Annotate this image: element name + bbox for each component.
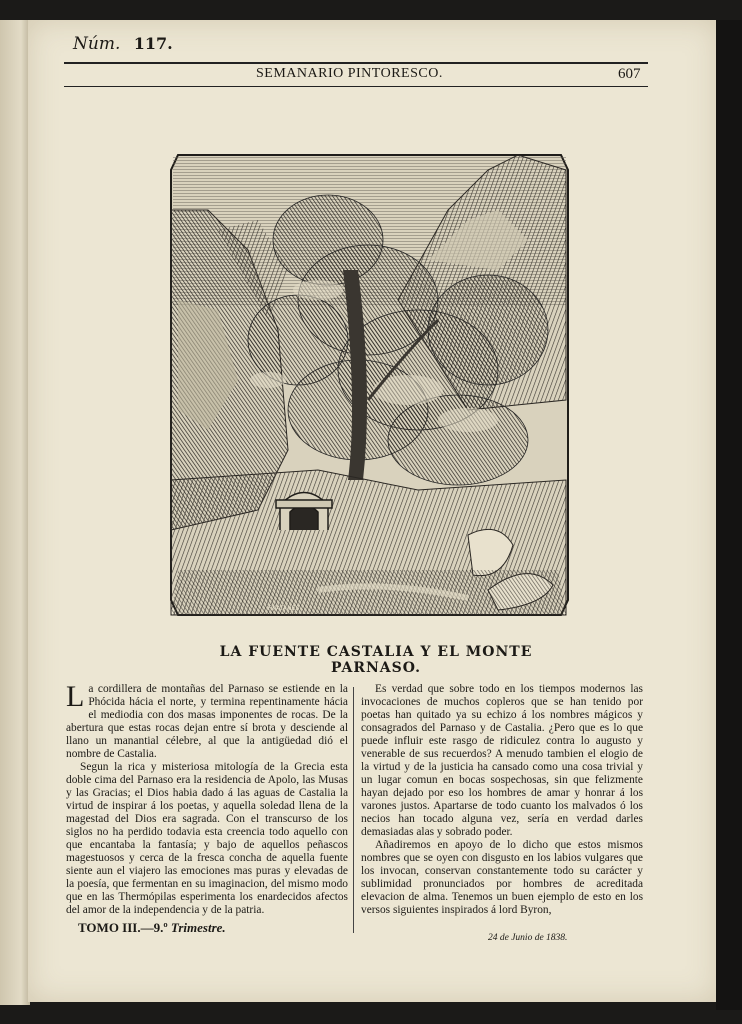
volume-label xyxy=(78,920,226,936)
issue-date: 24 de Junio de 1838. xyxy=(488,933,568,943)
volume-number: TOMO III.—9.º xyxy=(78,920,168,935)
page-number: 607 xyxy=(618,66,641,82)
header-rule-bottom xyxy=(64,86,648,87)
article-column-right xyxy=(361,683,643,917)
article-paragraph: Añadiremos en apoyo de lo dicho que estos mismos nombres que se oyen con disgusto en los labios vulgares que los invocan, conservan constantemente todo su carácter y sublimidad pronunciados por hombres de acreditada elevacion de alma. Tenemos un buen ejemplo de esto en los versos siguientes inspirados á lord Byron, xyxy=(361,839,643,916)
volume-trimester: Trimestre. xyxy=(170,920,226,935)
illustration-caption: LA FUENTE CASTALIA Y EL MONTE PARNASO. xyxy=(219,644,533,676)
drop-cap: L xyxy=(66,680,85,713)
masthead-title: SEMANARIO PINTORESCO. xyxy=(256,66,443,81)
scan-edge xyxy=(716,20,742,1010)
issue-number xyxy=(73,34,173,54)
issue-number-value: 117. xyxy=(133,34,173,53)
header-rule-top xyxy=(64,62,648,64)
adjacent-page-edge xyxy=(0,20,30,1005)
column-divider xyxy=(353,687,354,933)
paragraph-text: a cordillera de montañas del Parnaso se estiende en la Phócida hácia el norte, y termina repentinamente hácia el mediodia con dos masas imponentes de rocas. De la abertura que estas rocas dejan entre sí brota y desciende al llano un manantial célebre, al que la antigüedad dió el nombre de Castalia. xyxy=(66,683,348,760)
article-column-left xyxy=(66,680,348,917)
article-paragraph xyxy=(66,680,348,761)
issue-number-label: Núm. xyxy=(73,34,121,54)
magazine-page xyxy=(28,20,718,1002)
article-paragraph: Segun la rica y misteriosa mitología de la Grecia esta doble cima del Parnaso era la residencia de Apolo, las Musas y las Gracias; el Dios habia dado á las aguas de Castalia la virtud de inspirar á los poetas, y aquella soledad llena de la magestad del Dios era sagrada. Con el transcurso de los siglos no ha perdido todavia esta creencia todo aquello con que encantaba la fantasía; y bajo de aquellos peñascos magestuosos y cerca de la fresca concha de aquella fuente siente aun el viajero las emociones mas puras y elevadas de la poesía, que fermentan en su imaginacion, del mismo modo que en las Thermópilas esperimenta los enardecidos afectos del amor de la independencia y de la patria. xyxy=(66,761,348,916)
engraver-signature: F.KATANES xyxy=(268,605,300,612)
engraving-landscape-icon xyxy=(168,150,571,630)
article-paragraph: Es verdad que sobre todo en los tiempos modernos las invocaciones de muchos copleros que se han tenido por poetas han quitado ya su echizo á los nombres mágicos y consagrados del Parnaso y de Castalia. ¿Pero que es lo que puede influir este rasgo de ridiculez contra lo augusto y venerable de sus recuerdos? A menudo tambien el elogio de la virtud y de la justicia ha cansado como una cosa trivial y un lugar comun en bocas sospechosas, sin que felizmente hayan dejado por eso los hombres de amar y honrar á los varones justos. Apartarse de todo cuanto los malvados ó los necios han tocado alguna vez, sería en verdad darles demasiadas alas y sobrado poder. xyxy=(361,683,643,838)
